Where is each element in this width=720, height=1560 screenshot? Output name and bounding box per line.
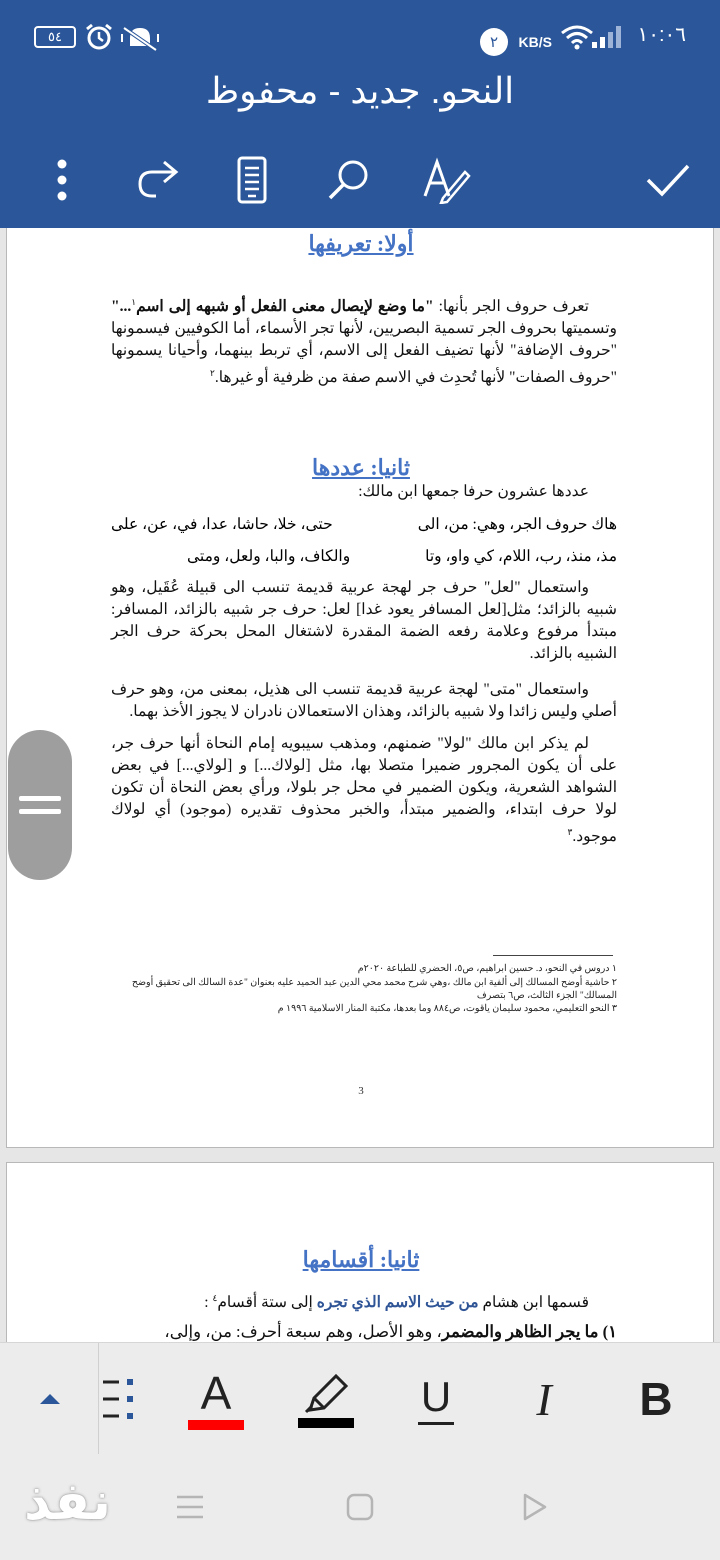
bold-letter: B [639, 1373, 673, 1425]
home-button[interactable] [330, 1484, 390, 1530]
footnote-ref: ٢ [209, 368, 215, 379]
done-button[interactable] [640, 152, 696, 208]
watermark-logo [24, 1472, 111, 1532]
verse-hemistich: مذ، منذ، رب، اللام، كي واو، وتا [425, 548, 617, 565]
recent-apps-button[interactable] [160, 1484, 220, 1530]
home-icon [345, 1492, 375, 1522]
italic-button[interactable] [514, 1357, 574, 1441]
document-page-next[interactable] [6, 1162, 714, 1342]
battery-level: ٥٤ [48, 29, 62, 44]
mobile-view-button[interactable] [224, 152, 280, 208]
verse-line-1 [111, 515, 617, 539]
status-time: ١٠:٠٦ [637, 24, 686, 46]
text-span: وتسميتها بحروف الجر تسمية البصريين، لأنها تجر الأسماء، أما الكوفيين فيسمونها "حروف الإضافة" لأنها تضيف الفعل إلى الاسم، أي تربط بينهما، وأحيانا يسمونها "حروف الصفات" لأنها تُحدِث في الاسم صفة من ظرفية أو غيرها. [111, 320, 617, 387]
search-button[interactable] [320, 152, 376, 208]
footnote-2: ٢ حاشية أوضح المسالك إلى ألفية ابن مالك ،وهي شرح محمد محي الدين عبد الحميد عليه بعنوان "عدة السالك الى تحقيق أوضح المسالك" الجزء الثالث، ص٦ بتصرف [131, 978, 617, 1001]
ribbon-divider [98, 1343, 99, 1455]
paragraph-division-1 [111, 1321, 617, 1342]
search-icon [324, 156, 372, 204]
paragraph-mata [111, 679, 617, 723]
redo-button[interactable] [130, 152, 186, 208]
footnote-ref: ١ [131, 297, 137, 307]
bold-quote: "ما وضع لإيصال معنى الفعل أو شبهه إلى اسم [136, 298, 434, 316]
bullet-list-icon [103, 1376, 137, 1422]
heading-definition: أولا: تعريفها [308, 231, 414, 256]
redo-icon [134, 156, 182, 204]
footnote-1: ١ دروس في النحو، د. حسين ابراهيم، ص٥، الحضري للطباعة ٢٠٢٠م [357, 964, 617, 974]
text-span: : [204, 1294, 213, 1312]
italic-letter: I [536, 1373, 552, 1425]
text-span: إلى ستة أقسام [217, 1294, 317, 1312]
paragraph-laalla [111, 577, 617, 665]
status-bar [0, 0, 720, 64]
footnote-ref: ٣ [567, 827, 573, 837]
paragraph-definition [111, 291, 617, 389]
text-span: ، وهو الأصل، وهم سبعة أحرف: من، وإلى، [164, 1322, 442, 1341]
underline-bar [418, 1422, 454, 1425]
highlight-swatch [298, 1418, 354, 1428]
title-bar [0, 64, 720, 130]
underline-letter: U [420, 1372, 452, 1420]
mute-icon [120, 24, 160, 56]
system-nav-bar [0, 1454, 720, 1560]
recent-apps-icon [175, 1494, 205, 1520]
notification-badge [480, 28, 508, 56]
heading-count: ثانيا: عددها [312, 455, 410, 480]
formatting-bar [0, 1342, 720, 1455]
verse-hemistich: والكاف، والبا، ولعل، ومتى [187, 548, 351, 565]
mobile-view-icon [234, 156, 270, 204]
font-color-swatch [188, 1420, 244, 1430]
emphasis-text: من حيث الاسم الذي تجره [316, 1294, 479, 1312]
font-color-button[interactable] [184, 1357, 248, 1441]
footnote-3: ٣ النحو التعليمي، محمود سليمان ياقوت، ص٨٨٤ وما بعدها، مكتبة المنار الاسلامية ١٩٩٦ م [277, 1004, 617, 1014]
alarm-icon [84, 22, 114, 56]
network-speed: KB/S [518, 34, 552, 50]
top-toolbar [0, 130, 720, 228]
font-color-letter: A [200, 1367, 232, 1419]
document-page[interactable] [6, 228, 714, 1148]
verse-hemistich: حتى، خلا، حاشا، عدا، في، عن، على [111, 516, 333, 533]
verse-hemistich: هاك حروف الجر، وهي: من، الى [417, 516, 617, 533]
text-span: تعرف حروف الجر بأنها: [433, 298, 589, 316]
signal-icon [590, 24, 630, 52]
page-number: 3 [358, 1085, 364, 1097]
notification-count: ٢ [489, 34, 499, 51]
lawla-text: لم يذكر ابن مالك "لولا" ضمنهم، ومذهب سيبويه إمام النحاة أنها حرف جر، على أن يكون المجرور ضميرا متصلا بها، مثل [لولاك...] و [لولاي...] في بعض الشواهد الشعرية، ويكون الضمير في محل جر بلولا، ورأي بعض النحاة أن تكون لولا حرف ابتداء، والضمير مبتدأ، والخبر محذوف تقديره (موجود) أي لولاك موجود. [111, 735, 617, 846]
done-check-icon [644, 156, 692, 204]
bold-button[interactable] [626, 1357, 686, 1441]
back-triangle-icon [519, 1492, 549, 1522]
drag-handle-icon [19, 792, 61, 818]
spellcheck-button[interactable] [418, 152, 474, 208]
bold-label: ١) ما يجر الظاهر والمضمر [441, 1322, 617, 1341]
watermark-text: نفذ [24, 1472, 111, 1532]
paragraph-count [111, 481, 617, 503]
text-span: قسمها ابن هشام [478, 1294, 589, 1312]
footnote-separator [493, 955, 613, 956]
spellcheck-icon [421, 156, 471, 204]
paragraph-divisions [111, 1287, 617, 1314]
heading-divisions: ثانيا: أقسامها [302, 1247, 420, 1272]
scroll-handle[interactable] [8, 730, 72, 880]
caret-up-icon [38, 1392, 62, 1406]
highlight-button[interactable] [294, 1357, 358, 1441]
wifi-icon [560, 24, 594, 54]
more-icon [52, 156, 72, 204]
underline-button[interactable] [406, 1357, 466, 1441]
document-title[interactable]: النحو. جديد - محفوظ [205, 70, 515, 111]
more-options-button[interactable] [34, 152, 90, 208]
bold-quote-end: ..." [111, 298, 132, 316]
battery-icon [34, 26, 76, 48]
paragraph-lawla [111, 733, 617, 848]
footnote-ref: ٤ [212, 1293, 218, 1303]
laalla-text: واستعمال "لعل" حرف جر لهجة عربية قديمة تنسب الى قبيلة عُقَيل، وهو شبيه بالزائد؛ مثل[لعل المسافر يعود غدا] لعل: حرف جر شبيه بالزائد، المسافر: مبتدأ مرفوع وعلامة رفعه الضمة المقدرة لاشتغال المحل بحركة حرف الجر الشبيه بالزائد. [111, 579, 617, 662]
mata-text: واستعمال "متى" لهجة عربية قديمة تنسب الى هذيل، بمعنى من، وهو حرف أصلي وليس زائدا ولا شبيه بالزائد، وهذان الاستعمالان نادران لا يجوز الأخذ بهما. [111, 681, 617, 720]
document-canvas[interactable] [0, 228, 720, 1342]
count-intro: عددها عشرون حرفا جمعها ابن مالك: [358, 483, 589, 500]
verse-line-2 [111, 547, 617, 571]
back-button[interactable] [504, 1484, 564, 1530]
expand-ribbon-button[interactable] [24, 1357, 76, 1441]
highlighter-icon [302, 1370, 350, 1414]
bullet-list-button[interactable] [100, 1357, 140, 1441]
